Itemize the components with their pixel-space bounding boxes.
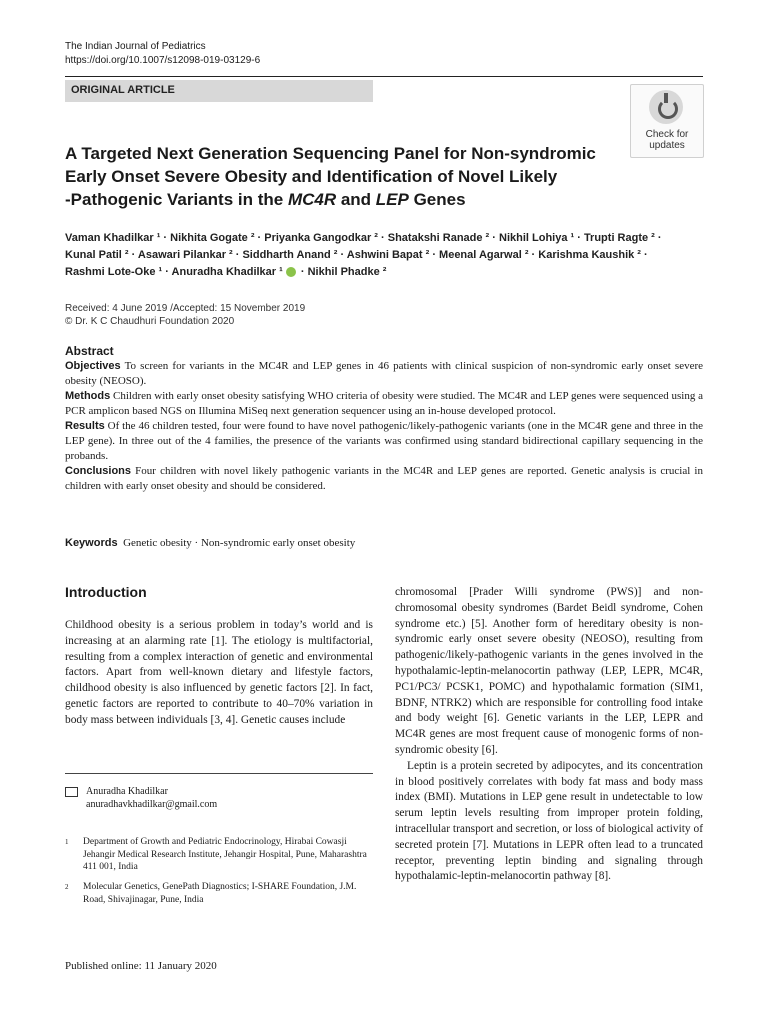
envelope-icon (65, 787, 78, 797)
received-accepted: Received: 4 June 2019 /Accepted: 15 November 2019 (65, 303, 306, 314)
copyright: © Dr. K C Chaudhuri Foundation 2020 (65, 316, 235, 327)
doi-link[interactable]: https://doi.org/10.1007/s12098-019-03129-6 (65, 55, 261, 66)
article-title (65, 142, 625, 211)
methods-text: Children with early onset obesity satisfying WHO criteria of obesity were studied. The MC4R and LEP genes were sequenced using a PCR amplicon based NGS on Illumina MiSeq next generation sequencer using an in-house developed protocol. (65, 390, 703, 417)
authors-line-2: Kunal Patil ² · Asawari Pilankar ² · Siddharth Anand ² · Ashwini Bapat ² · Meenal Agarwal ² · Karishma Kaushik ² · (65, 249, 648, 261)
affiliation-1 (65, 836, 375, 874)
title-line-2: Early Onset Severe Obesity and Identification of Novel Likely (65, 167, 558, 186)
keywords-label: Keywords (65, 537, 118, 549)
corresponding-email[interactable]: anuradhavkhadilkar@gmail.com (86, 799, 218, 810)
introduction-heading: Introduction (65, 584, 147, 600)
article-type-badge (65, 80, 373, 102)
corresponding-name: Anuradha Khadilkar (86, 786, 168, 797)
objectives-label: Objectives (65, 360, 121, 372)
title-gene-mc4r: MC4R (287, 190, 337, 209)
intro-paragraph-2: chromosomal [Prader Willi syndrome (PWS)] and non-chromosomal obesity syndromes (Bardet Beidl syndrome, Cohen syndrome etc.) [5]. Another form of hereditary obesity is non-syndromic early onset severe obesity (NEOSO), resulting from pathogenic/likely-pathogenic variants in the genes involved in the hypothalamic-leptin-melanocortin pathway (LEP, LEPR, MC4R, PC1/PC3/ PCSK1, POMC) and hypothalamic formation (SIM1, BDNF, NTRK2) which are responsible for controlling food intake and body weight [6]. Genetic variants in the LEP, LEPR and MC4R genes are most frequent cause of monogenic forms of non-syndromic obesity [6]. (395, 586, 703, 756)
intro-column-2 (395, 585, 703, 885)
title-line-3-start: -Pathogenic Variants in the (65, 190, 288, 209)
updates-label: updates (649, 140, 685, 151)
journal-name: The Indian Journal of Pediatrics (65, 41, 206, 52)
authors-line-3b: · Nikhil Phadke ² (297, 266, 387, 278)
abstract-results (65, 419, 703, 464)
crossmark-icon (649, 90, 683, 124)
published-online: Published online: 11 January 2020 (65, 960, 217, 972)
title-line-3 (65, 188, 625, 211)
author-list (65, 230, 715, 281)
abstract-conclusions (65, 464, 703, 494)
methods-label: Methods (65, 390, 111, 402)
affiliation-2-text: Molecular Genetics, GenePath Diagnostics; I-SHARE Foundation, J.M. Road, Shivajinagar, Pune, India (83, 882, 357, 905)
abstract (65, 344, 703, 494)
affiliation-1-number: 1 (65, 838, 69, 846)
journal-header (65, 40, 260, 68)
authors-line-1: Vaman Khadilkar ¹ · Nikhita Gogate ² · Priyanka Gangodkar ² · Shatakshi Ranade ² · Nikhil Lohiya ¹ · Trupti Ragte ² · (65, 232, 662, 244)
header-rule (65, 76, 703, 77)
affiliation-1-text: Department of Growth and Pediatric Endocrinology, Hirabai Cowasji Jehangir Medical Research Institute, Jehangir Hospital, Pune, Maharashtra 411 001, India (83, 837, 367, 872)
affiliation-2 (65, 881, 375, 906)
title-gene-lep: LEP (375, 190, 409, 209)
abstract-objectives (65, 359, 703, 389)
conclusions-label: Conclusions (65, 465, 132, 477)
authors-line-3a: Rashmi Lote-Oke ¹ · Anuradha Khadilkar ¹ (65, 266, 283, 278)
affiliation-2-number: 2 (65, 883, 69, 891)
intro-column-1: Childhood obesity is a serious problem in today’s world and is increasing at an alarming rate [1]. The etiology is multifactorial, resulting from a complex interaction of genetic and environmental factors. Apart from well-known dietary and lifestyle factors, childhood obesity is also influenced by genetic factors [2]. In fact, genetic factors are reported to contribute to 40–70% variation in body mass between individuals [3, 4]. Genetic causes include (65, 619, 373, 726)
article-dates (65, 302, 305, 328)
authors-line-3 (65, 264, 715, 281)
results-label: Results (65, 420, 105, 432)
orcid-icon[interactable] (286, 267, 296, 277)
corresponding-author (65, 785, 217, 811)
title-line-1: A Targeted Next Generation Sequencing Panel for Non-syndromic (65, 144, 596, 163)
objectives-text: To screen for variants in the MC4R and LEP genes in 46 patients with clinical suspicion of non-syndromic early onset severe obesity (NEOSO). (65, 360, 703, 387)
title-genes: Genes (408, 190, 466, 209)
check-for-label: Check for (645, 129, 689, 140)
abstract-heading: Abstract (65, 344, 114, 358)
article-type-label: ORIGINAL ARTICLE (71, 84, 175, 96)
keywords-text: Genetic obesity · Non-syndromic early onset obesity (123, 537, 356, 549)
conclusions-text: Four children with novel likely pathogenic variants in the MC4R and LEP genes are reported. Genetic analysis is crucial in children with early onset obesity and should be considered. (65, 465, 703, 492)
abstract-methods (65, 389, 703, 419)
check-for-updates-button[interactable] (630, 84, 704, 158)
intro-paragraph-3: Leptin is a protein secreted by adipocytes, and its concentration in blood positively correlates with body fat mass and body mass index (BMI). Mutations in LEP gene result in undetectable to low serum leptin levels resulting from improper protein folding, intracellular transport and secretion, or loss of biological activity of secreted protein [7]. Mutations in LEPR often lead to a truncated receptor, preventing leptin binding and signaling through hypothalamic-leptin-melanocortin pathway [8]. (395, 759, 703, 883)
results-text: Of the 46 children tested, four were found to have novel pathogenic/likely-pathogenic variants (one in the MC4R gene and three in the LEP gene). In three out of the 4 families, the presence of the variants was confirmed using standard bidirectional capillary sequencing in the probands. (65, 420, 703, 462)
title-and: and (336, 190, 376, 209)
keywords (65, 537, 355, 549)
footnote-rule (65, 773, 373, 774)
